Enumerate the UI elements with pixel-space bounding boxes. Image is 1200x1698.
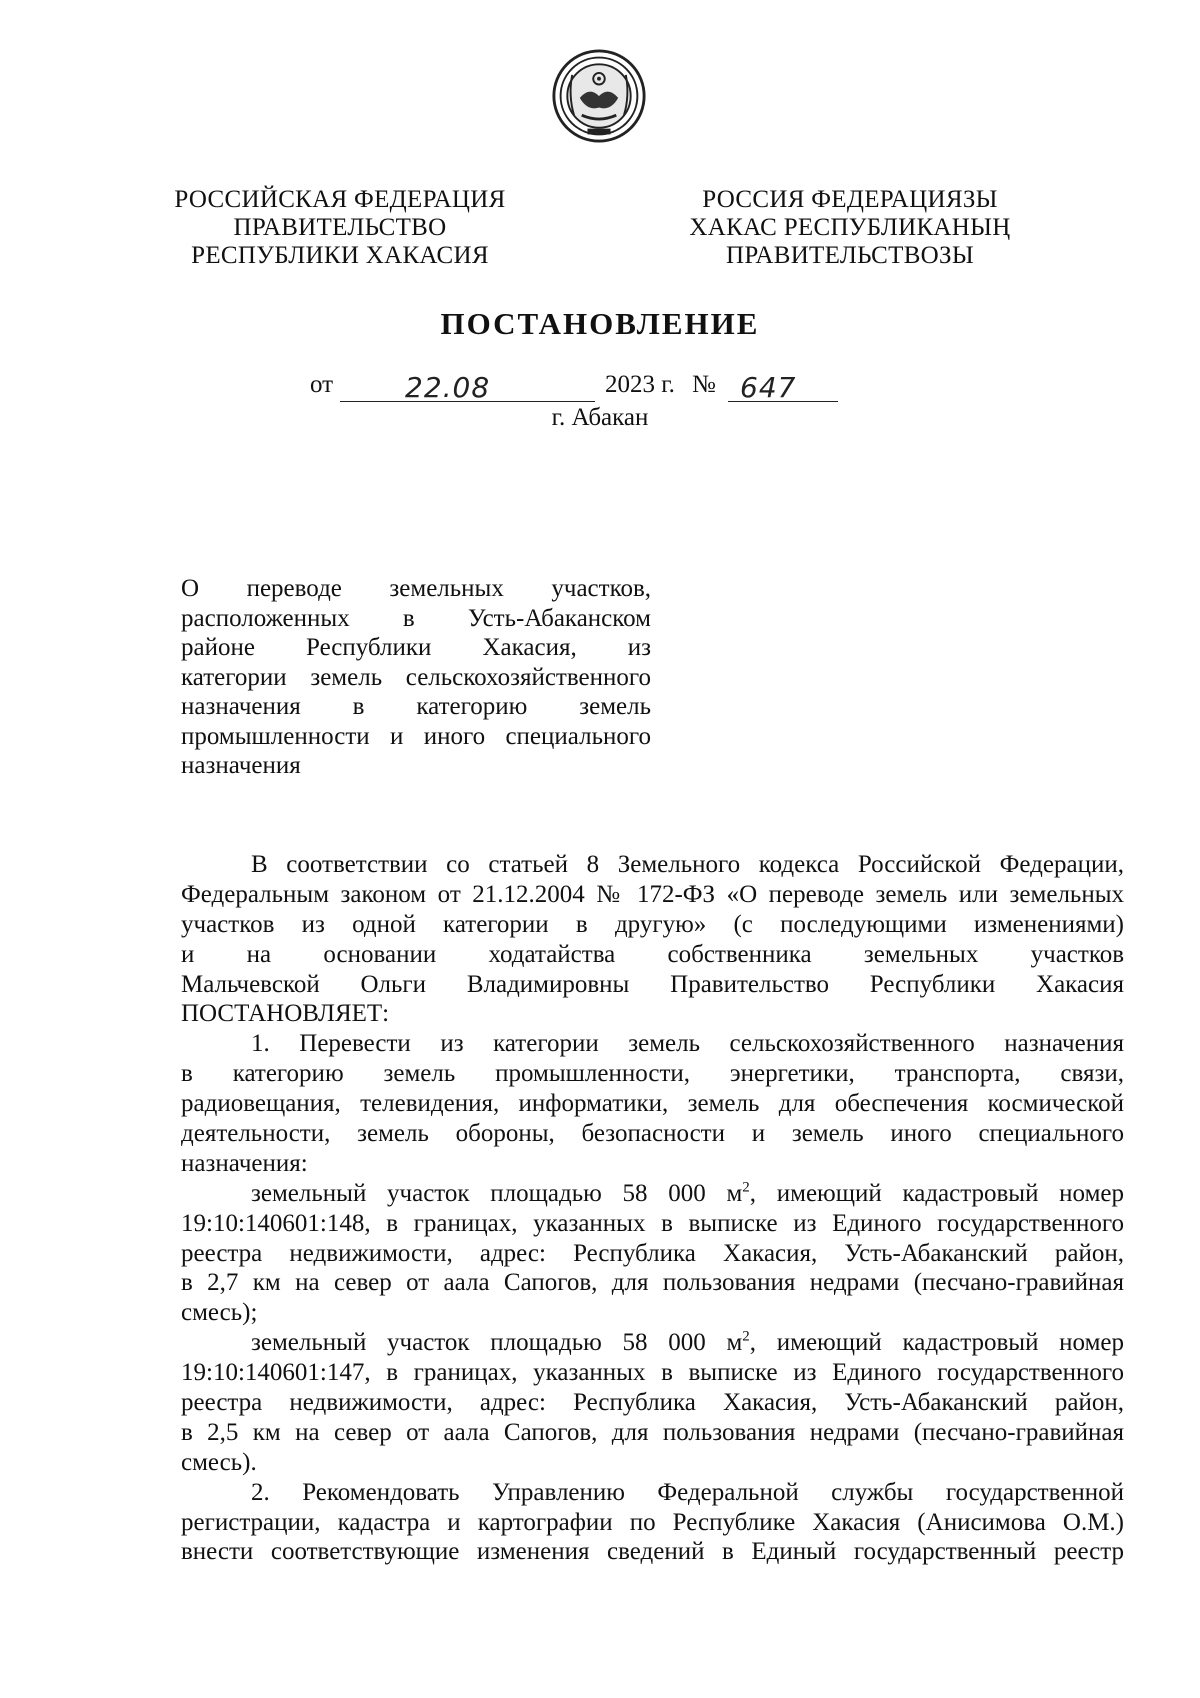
plot2-cadastral-text: , имеющий кадастровый номер (749, 1329, 1124, 1357)
handwritten-number: 647 (740, 371, 797, 404)
body-line: в 2,5 км на север от аала Сапогов, для пользования недрами (песчано-гравийная (181, 1418, 1124, 1446)
header-right-line: ПРАВИТЕЛЬСТВОЗЫ (726, 242, 974, 269)
header-left-line: ПРАВИТЕЛЬСТВО (233, 214, 447, 241)
document-title: ПОСТАНОВЛЕНИЕ (440, 306, 760, 341)
date-year: 2023 г. (605, 371, 675, 398)
body-line: 19:10:140601:148, в границах, указанных в выписке из Единого государственного (181, 1209, 1124, 1237)
handwritten-date: 22.08 (405, 371, 491, 404)
body-line: смесь). (181, 1448, 257, 1476)
coat-of-arms-emblem (551, 48, 647, 144)
subject-line: расположенных в Усть-Абаканском (181, 604, 651, 632)
body-line: 1. Перевести из категории земель сельскохозяйственного назначения (251, 1030, 1124, 1058)
body-line: деятельности, земель обороны, безопасности и земель иного специального (181, 1120, 1124, 1148)
header-right-block (670, 186, 1030, 270)
plot1-square-sup: 2 (742, 1179, 750, 1196)
body-line: радиовещания, телевидения, информатики, земель для обеспечения космической (181, 1090, 1124, 1118)
body-line: ПОСТАНОВЛЯЕТ: (181, 1000, 390, 1028)
body-line: и на основании ходатайства собственника земельных участков (181, 940, 1124, 968)
body-line: участков из одной категории в другую» (с последующими изменениями) (181, 910, 1124, 938)
subject-line: промышленности и иного специального (181, 722, 651, 750)
header-left-line: РОССИЙСКАЯ ФЕДЕРАЦИЯ (174, 186, 506, 213)
plot1-area-text: земельный участок площадью 58 000 м (251, 1179, 743, 1207)
body-line: в категорию земель промышленности, энергетики, транспорта, связи, (181, 1060, 1124, 1088)
city-label: г. Абакан (551, 404, 649, 431)
header-right-line: РОССИЯ ФЕДЕРАЦИЯЗЫ (702, 186, 998, 213)
body-line: 19:10:140601:147, в границах, указанных в выписке из Единого государственного (181, 1359, 1124, 1387)
date-prefix: от (310, 371, 334, 398)
body-line: смесь); (181, 1299, 258, 1327)
header-left-line: РЕСПУБЛИКИ ХАКАСИЯ (191, 242, 489, 269)
plot2-area-text: земельный участок площадью 58 000 м (251, 1329, 743, 1357)
body-line: В соответствии со статьей 8 Земельного кодекса Российской Федерации, (251, 851, 1124, 878)
body-line: в 2,7 км на север от аала Сапогов, для пользования недрами (песчано-гравийная (181, 1269, 1124, 1297)
subject-block (181, 574, 651, 781)
body-line: регистрации, кадастра и картографии по Республике Хакасия (Анисимова О.М.) (181, 1508, 1124, 1536)
subject-line: назначения (181, 752, 301, 779)
body-line: назначения: (181, 1149, 308, 1177)
body-text (181, 850, 1124, 1567)
body-line: реестра недвижимости, адрес: Республика Хакасия, Усть-Абаканский район, (181, 1239, 1124, 1267)
body-line: реестра недвижимости, адрес: Республика Хакасия, Усть-Абаканский район, (181, 1389, 1124, 1417)
body-line: 2. Рекомендовать Управлению Федеральной службы государственной (251, 1478, 1124, 1506)
body-line: Мальчевской Ольги Владимировны Правительство Республики Хакасия (181, 970, 1124, 998)
date-number-line (310, 371, 910, 407)
plot1-first-line (181, 1179, 1124, 1209)
header-right-line: ХАКАС РЕСПУБЛИКАНЫҢ (689, 214, 1011, 241)
body-line: внести соответствующие изменения сведений в Единый государственный реестр (181, 1538, 1124, 1566)
header-left-block (160, 186, 520, 270)
plot2-first-line (181, 1328, 1124, 1358)
plot2-square-sup: 2 (742, 1328, 750, 1345)
subject-line: О переводе земельных участков, (181, 575, 651, 602)
number-sign: № (692, 371, 716, 398)
subject-line: категории земель сельскохозяйственного (181, 663, 651, 691)
subject-line: районе Республики Хакасия, из (181, 634, 651, 661)
body-line: Федеральным законом от 21.12.2004 № 172-ФЗ «О переводе земель или земельных (181, 880, 1124, 908)
subject-line: назначения в категорию земель (181, 693, 651, 720)
plot1-cadastral-text: , имеющий кадастровый номер (749, 1179, 1124, 1207)
